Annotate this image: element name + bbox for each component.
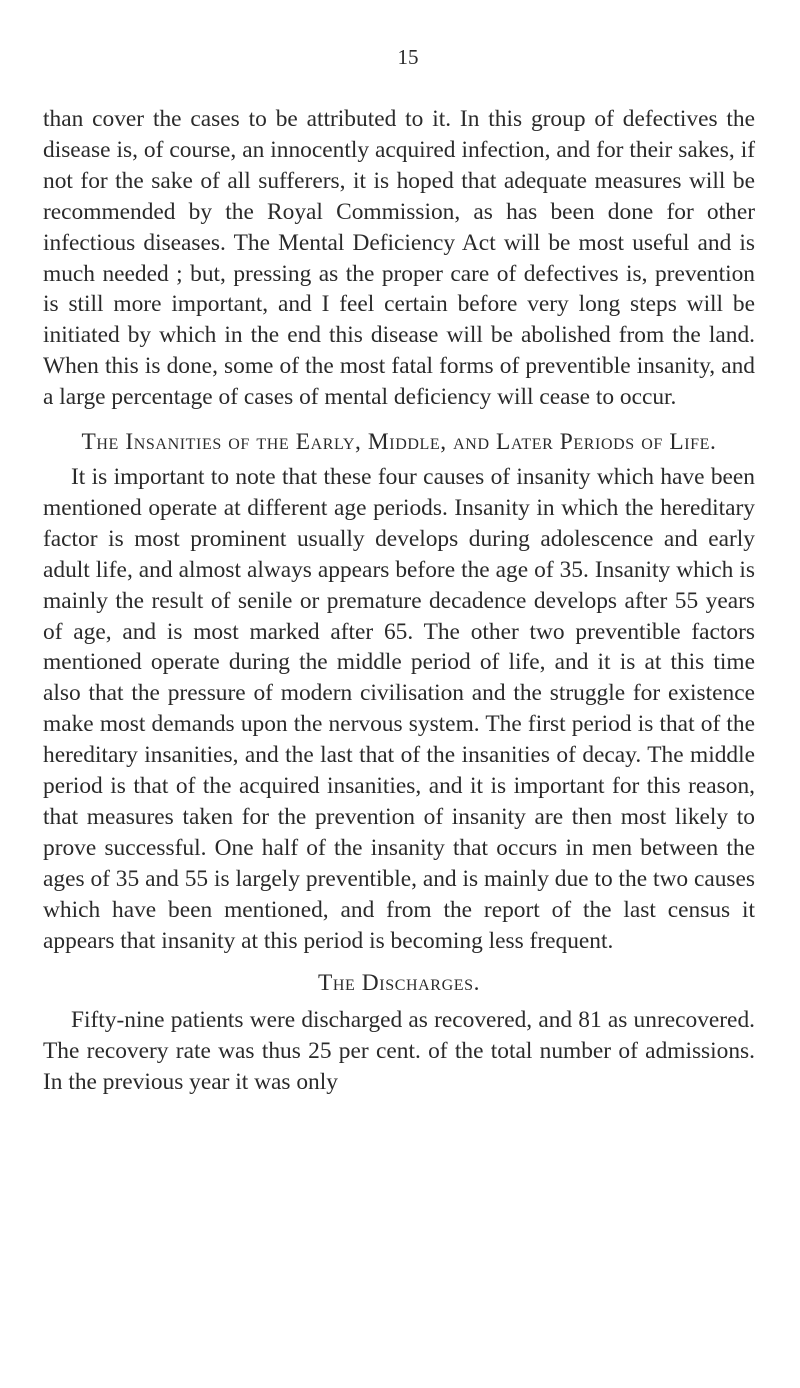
- paragraph-defectives: than cover the cases to be attributed to it. In this group of defectives the disease is, of course, an innocently acquired infection, and for their sakes, if not for the sake of all sufferers, it is hoped that adequate measures will be recommended by the Royal Commission, as has been done for other infectious diseases. The Mental Deficiency Act will be most useful and is much needed ; but, pressing as the proper care of defectives is, prevention is still more important, and I feel certain before very long steps will be initiated by which in the end this disease will be abolished from the land. When this is done, some of the most fatal forms of preventible insanity, and a large percentage of cases of mental deficiency will cease to occur.: [43, 106, 755, 411]
- paragraph-age-periods: It is important to note that these four causes of insanity which have been mentioned operate at different age periods. Insanity in which the hereditary factor is most prominent usually develops during adolescence and early adult life, and almost always appears before the age of 35. Insanity which is mainly the result of senile or premature decadence develops after 55 years of age, and is most marked after 65. The other two preventible factors mentioned operate during the middle period of life, and it is at this time also that the pressure of modern civilisation and the struggle for existence make most demands upon the nervous system. The first period is that of the hereditary insanities, and the last that of the insanities of decay. The middle period is that of the acquired insanities, and it is important for this reason, that measures taken for the prevention of insanity are then most likely to prove successful. One half of the insanity that occurs in men between the ages of 35 and 55 is largely preventible, and is mainly due to the two causes which have been mentioned, and from the report of the last census it appears that insanity at this period is becoming less frequent.: [43, 463, 755, 954]
- section-heading-discharges: The Discharges.: [317, 970, 481, 997]
- page-number: 15: [397, 45, 419, 69]
- paragraph-discharges: Fifty-nine patients were discharged as recovered, and 81 as unrecovered. The recovery rate was thus 25 per cent. of the total number of admissions. In the previous year it was only: [43, 1007, 755, 1096]
- document-page: [43, 44, 755, 1098]
- section-heading-insanities-periods: The Insanities of the Early, Middle, and Later Periods of Life.: [81, 429, 717, 456]
